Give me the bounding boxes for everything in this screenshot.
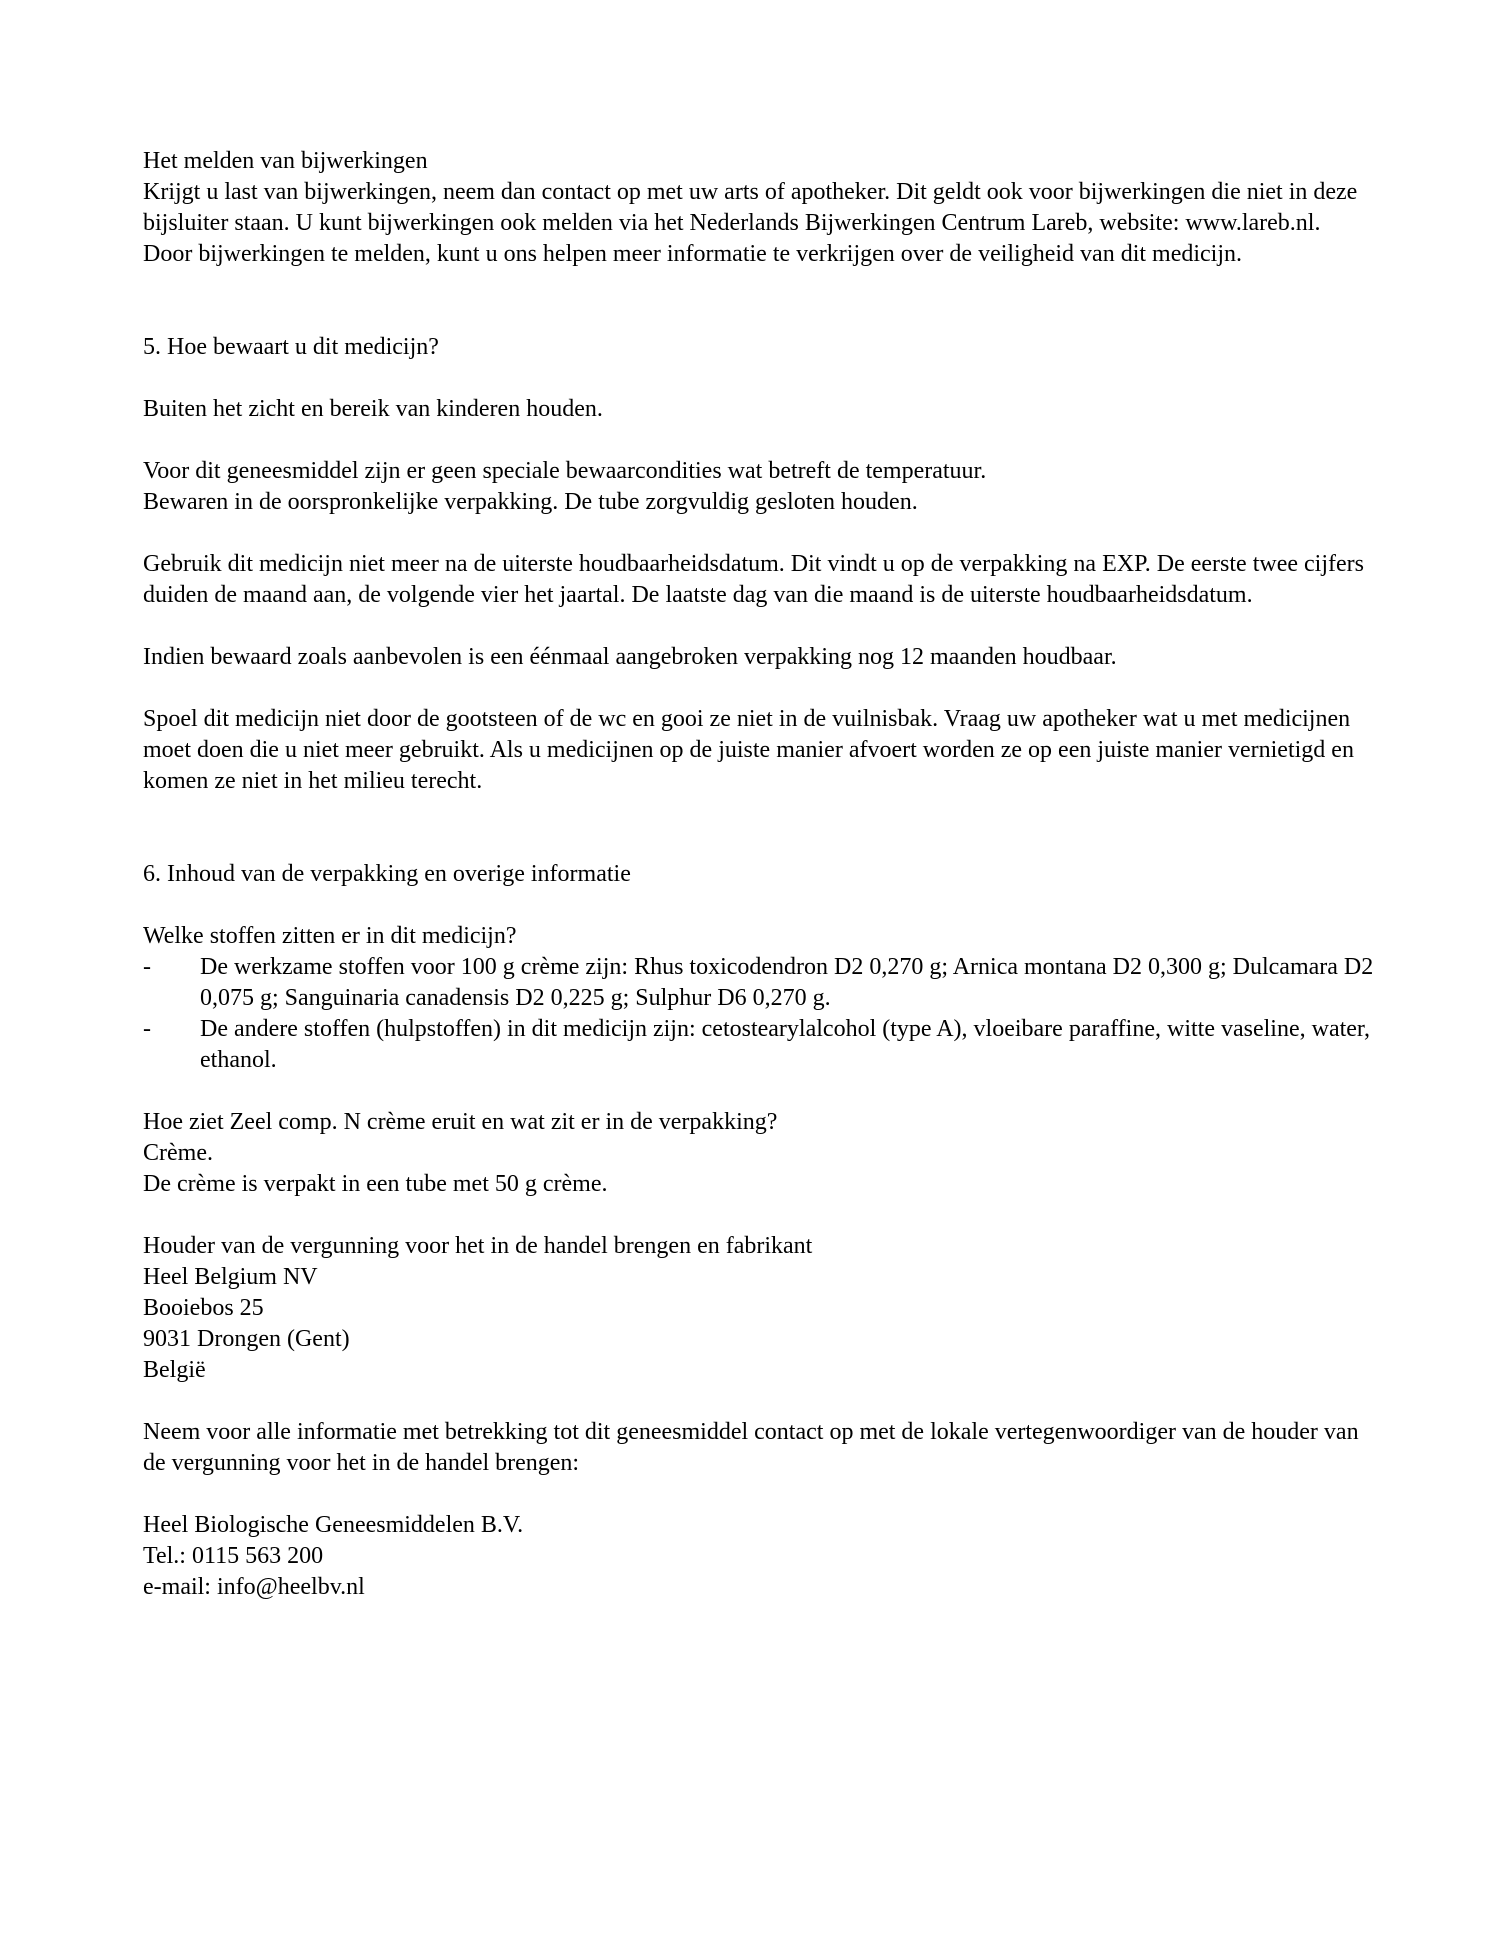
holder-city: 9031 Drongen (Gent) xyxy=(143,1326,350,1352)
paragraph-disposal: Spoel dit medicijn niet door de gootsteen of de wc en gooi ze niet in de vuilnisbak. Vraag uw apotheker wat u met medicijnen moet doen die u niet meer gebruikt. Als u medicijnen op de juiste manier afvoert worden ze op een juiste manier vernietigd en komen ze niet in het milieu terecht. xyxy=(143,706,1354,794)
paragraph-local-representative: Neem voor alle informatie met betrekking tot dit geneesmiddel contact op met de lokale vertegenwoordiger van de houder van de vergunning voor het in de handel brengen: xyxy=(143,1419,1359,1476)
paragraph-appearance-1: Crème. xyxy=(143,1140,213,1166)
paragraph-opened-shelf-life: Indien bewaard zoals aanbevolen is een éénmaal aangebroken verpakking nog 12 maanden houdbaar. xyxy=(143,644,1117,670)
reporting-side-effects-heading: Het melden van bijwerkingen xyxy=(143,148,428,174)
paragraph-storage-packaging: Bewaren in de oorspronkelijke verpakking. De tube zorgvuldig gesloten houden. xyxy=(143,489,918,515)
representative-email: e-mail: info@heelbv.nl xyxy=(143,1574,365,1600)
paragraph-expiry: Gebruik dit medicijn niet meer na de uiterste houdbaarheidsdatum. Dit vindt u op de verpakking na EXP. De eerste twee cijfers duiden de maand aan, de volgende vier het jaartal. De laatste dag van die maand is de uiterste houdbaarheidsdatum. xyxy=(143,551,1364,608)
list-marker: - xyxy=(143,954,151,980)
holder-company-name: Heel Belgium NV xyxy=(143,1264,318,1290)
paragraph-appearance-2: De crème is verpakt in een tube met 50 g crème. xyxy=(143,1171,608,1197)
section-6-heading: 6. Inhoud van de verpakking en overige informatie xyxy=(143,861,631,887)
list-item-text: De werkzame stoffen voor 100 g crème zijn: Rhus toxicodendron D2 0,270 g; Arnica montana D2 0,300 g; Dulcamara D2 0,075 g; Sanguinaria canadensis D2 0,225 g; Sulphur D6 0,270 g. xyxy=(200,954,1374,1011)
paragraph-storage-conditions: Voor dit geneesmiddel zijn er geen speciale bewaarcondities wat betreft de temperatuur. xyxy=(143,458,987,484)
paragraph-storage-children: Buiten het zicht en bereik van kinderen houden. xyxy=(143,396,603,422)
appearance-heading: Hoe ziet Zeel comp. N crème eruit en wat zit er in de verpakking? xyxy=(143,1109,778,1135)
paragraph-reporting-2: Door bijwerkingen te melden, kunt u ons helpen meer informatie te verkrijgen over de veiligheid van dit medicijn. xyxy=(143,241,1243,267)
holder-country: België xyxy=(143,1357,206,1383)
paragraph-reporting-1: Krijgt u last van bijwerkingen, neem dan contact op met uw arts of apotheker. Dit geldt ook voor bijwerkingen die niet in deze bijsluiter staan. U kunt bijwerkingen ook melden via het Nederlands Bijwerkingen Centrum Lareb, website: www.lareb.nl. xyxy=(143,179,1358,236)
list-marker: - xyxy=(143,1016,151,1042)
list-item-excipients xyxy=(143,1014,1383,1076)
list-item-text: De andere stoffen (hulpstoffen) in dit medicijn zijn: cetostearylalcohol (type A), vloeibare paraffine, witte vaseline, water, ethanol. xyxy=(200,1016,1370,1073)
section-5-heading: 5. Hoe bewaart u dit medicijn? xyxy=(143,334,439,360)
representative-phone: Tel.: 0115 563 200 xyxy=(143,1543,324,1569)
holder-street: Booiebos 25 xyxy=(143,1295,264,1321)
list-item-active-substances xyxy=(143,952,1383,1014)
representative-name: Heel Biologische Geneesmiddelen B.V. xyxy=(143,1512,524,1538)
substances-heading: Welke stoffen zitten er in dit medicijn? xyxy=(143,923,517,949)
holder-heading: Houder van de vergunning voor het in de handel brengen en fabrikant xyxy=(143,1233,813,1259)
